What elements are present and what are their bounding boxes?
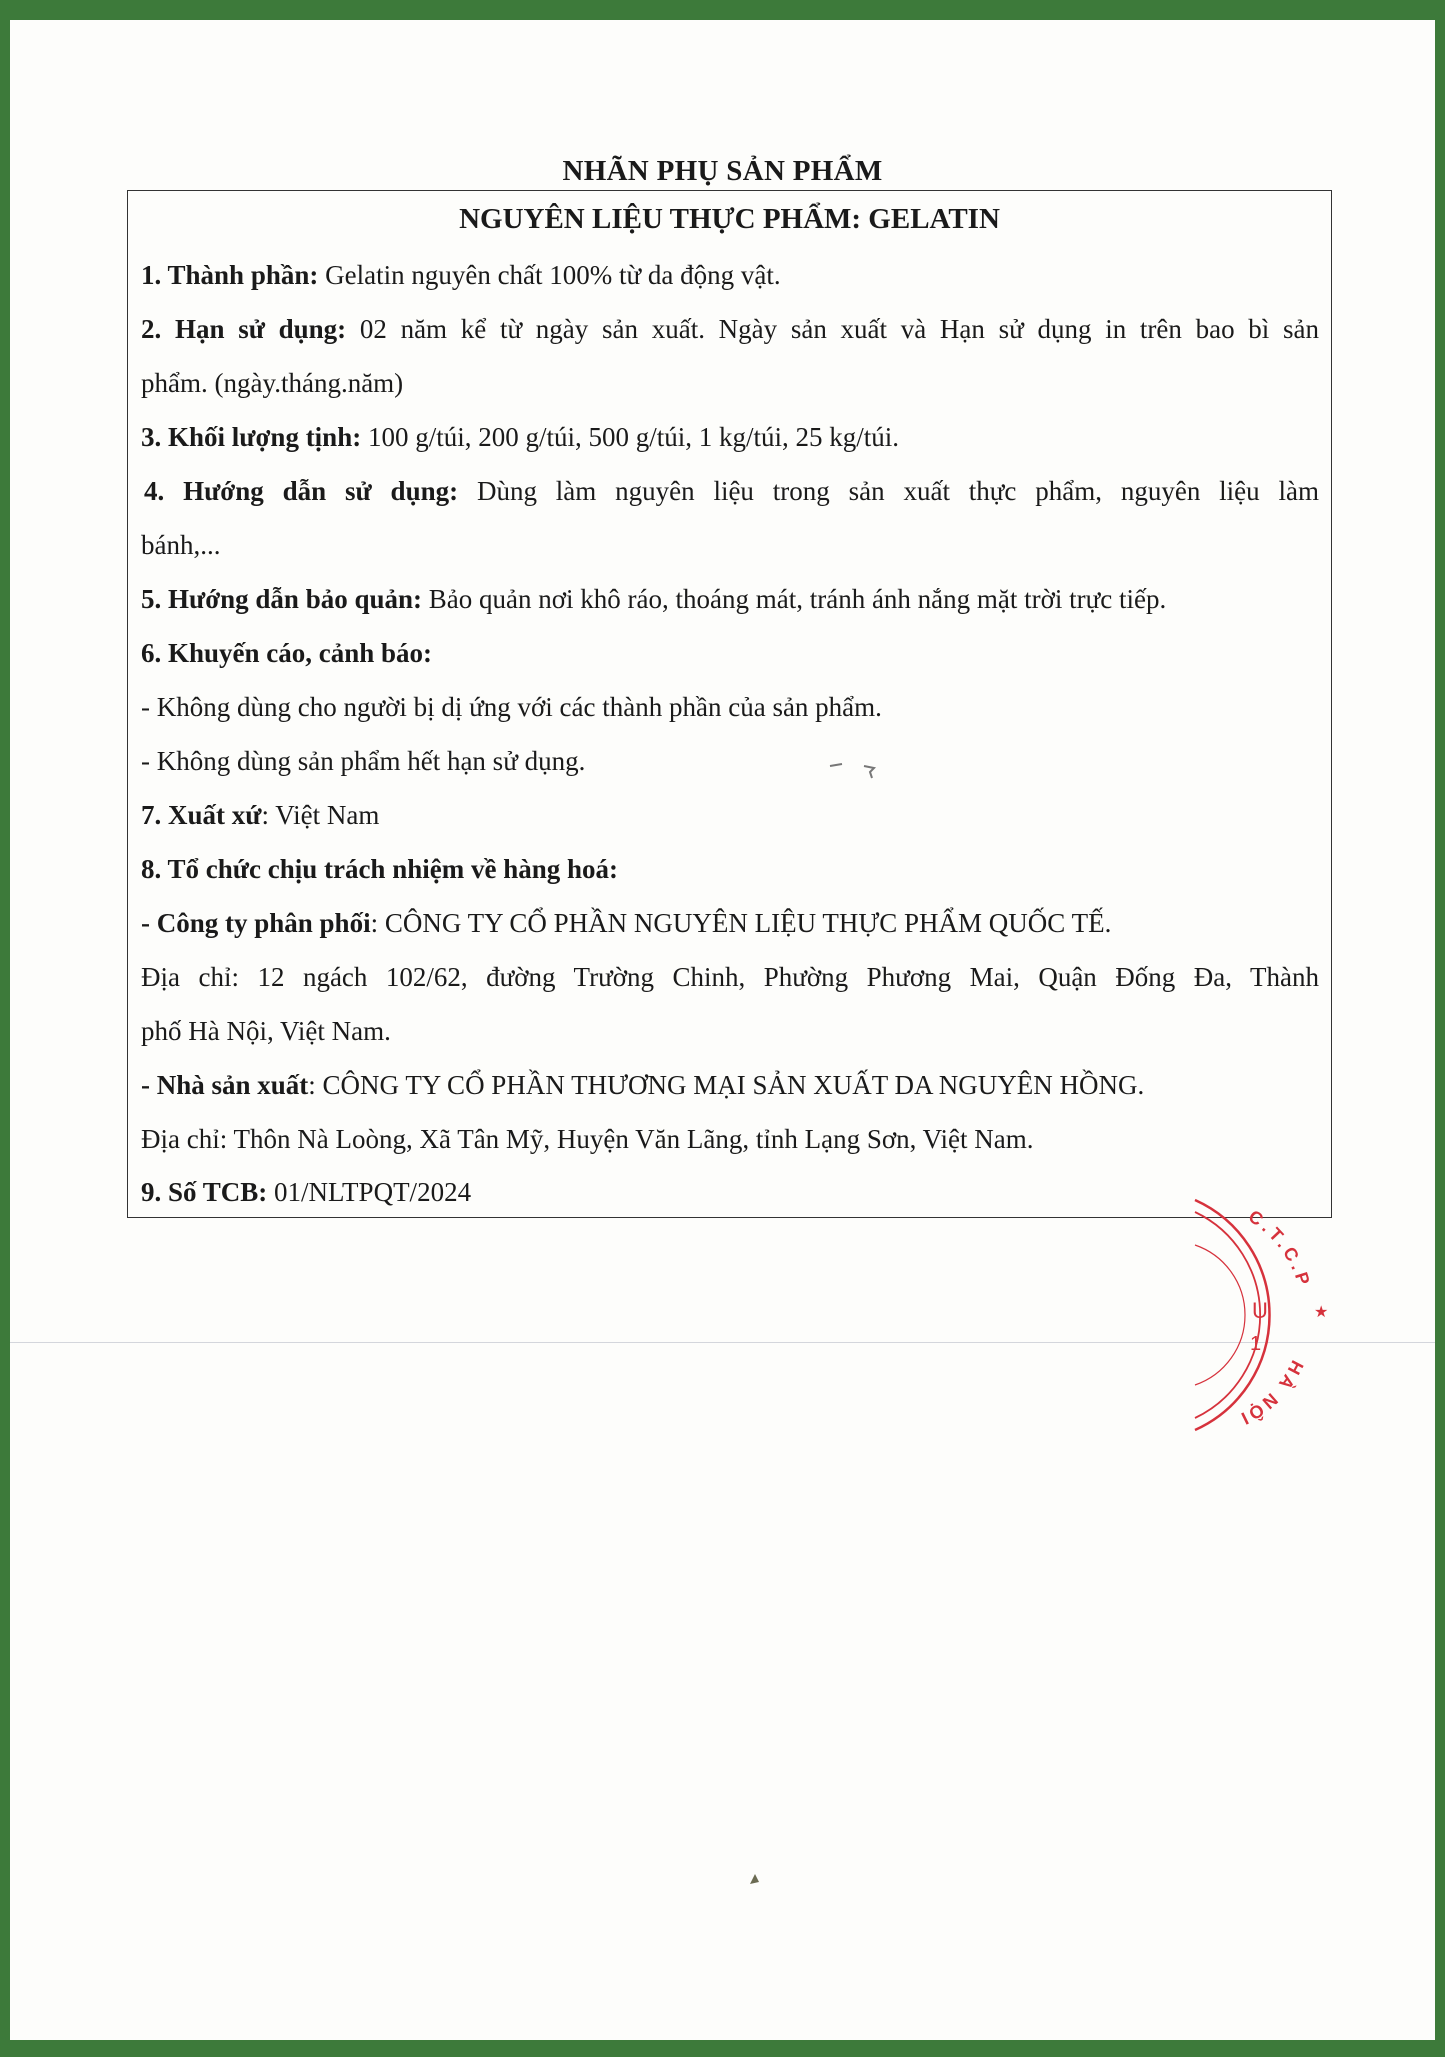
warning-bullet: - Không dùng cho người bị dị ứng với các thành phần của sản phẩm.: [141, 692, 882, 722]
document-title: NHÃN PHỤ SẢN PHẨM: [562, 155, 883, 187]
item-storage: [141, 583, 1319, 615]
item-text: 02 năm kể từ ngày sản xuất. Ngày sản xuất và Hạn sử dụng in trên bao bì sản: [346, 314, 1319, 344]
distributor-address-cont: phố Hà Nội, Việt Nam.: [141, 1016, 391, 1046]
item-responsible-label: 8. Tổ chức chịu trách nhiệm về hàng hoá:: [141, 854, 618, 884]
item-warnings-label: 6. Khuyến cáo, cảnh báo:: [141, 638, 433, 668]
manufacturer-line: [141, 1069, 1319, 1101]
seal-graphic: [1190, 1175, 1340, 1435]
warning-bullet: - Không dùng sản phẩm hết hạn sử dụng.: [141, 746, 586, 776]
item-label: 1. Thành phần:: [141, 260, 319, 290]
item-text: Gelatin nguyên chất 100% từ da động vật.: [318, 260, 781, 290]
item-origin: [141, 799, 1319, 831]
manufacturer-address: Địa chỉ: Thôn Nà Loòng, Xã Tân Mỹ, Huyện Văn Lãng, tỉnh Lạng Sơn, Việt Nam.: [141, 1124, 1034, 1154]
item-shelf-life: [141, 313, 1319, 345]
distributor-label: - Công ty phân phối: [141, 908, 371, 938]
item-text: : Việt Nam: [261, 800, 380, 830]
distributor-line: [141, 907, 1319, 939]
distributor-name: : CÔNG TY CỔ PHẦN NGUYÊN LIỆU THỰC PHẨM QUỐC TẾ.: [370, 908, 1112, 938]
item-usage-cont: bánh,...: [141, 530, 221, 560]
item-label: 5. Hướng dẫn bảo quản:: [141, 584, 423, 614]
item-text: Dùng làm nguyên liệu trong sản xuất thực phẩm, nguyên liệu làm: [458, 476, 1319, 506]
manufacturer-name: : CÔNG TY CỔ PHẦN THƯƠNG MẠI SẢN XUẤT DA NGUYÊN HỒNG.: [308, 1070, 1145, 1100]
company-seal: [1190, 1175, 1340, 1435]
seal-text-top: C.T.C.P: [1244, 1206, 1315, 1292]
item-text: 01/NLTPQT/2024: [267, 1177, 472, 1207]
item-text: 100 g/túi, 200 g/túi, 500 g/túi, 1 kg/túi, 25 kg/túi.: [361, 422, 899, 452]
seal-text-bottom: HÀ NỘI: [1235, 1357, 1308, 1430]
item-net-weight: [141, 421, 1319, 453]
scan-speck: [828, 760, 888, 780]
item-shelf-life-cont: phẩm. (ngày.tháng.năm): [141, 368, 404, 398]
distributor-address: Địa chỉ: 12 ngách 102/62, đường Trường Chinh, Phường Phương Mai, Quận Đống Đa, Thành: [141, 962, 1319, 992]
item-label: 2. Hạn sử dụng:: [141, 314, 347, 344]
item-usage: [144, 475, 1319, 507]
item-label: 4. Hướng dẫn sử dụng:: [144, 476, 459, 506]
item-label: 3. Khối lượng tịnh:: [141, 422, 362, 452]
scan-speck: [746, 1870, 766, 1890]
document-page: [10, 20, 1435, 2040]
seal-text-mid: U: [1252, 1298, 1268, 1323]
manufacturer-label: - Nhà sản xuất: [141, 1070, 309, 1100]
box-title: NGUYÊN LIỆU THỰC PHẨM: GELATIN: [459, 203, 1000, 235]
item-text: Bảo quản nơi khô ráo, thoáng mát, tránh ánh nắng mặt trời trực tiếp.: [422, 584, 1167, 614]
item-ingredients: [141, 259, 1319, 291]
item-standard-number: [141, 1176, 1319, 1208]
star-icon: ★: [1314, 1302, 1329, 1321]
label-box: [127, 190, 1332, 1218]
svg-text:C.T.C.P: [1245, 1206, 1315, 1291]
item-label: 7. Xuất xứ: [141, 800, 262, 830]
item-label: 9. Số TCB:: [141, 1177, 268, 1207]
seal-text-num: 1: [1250, 1333, 1262, 1355]
